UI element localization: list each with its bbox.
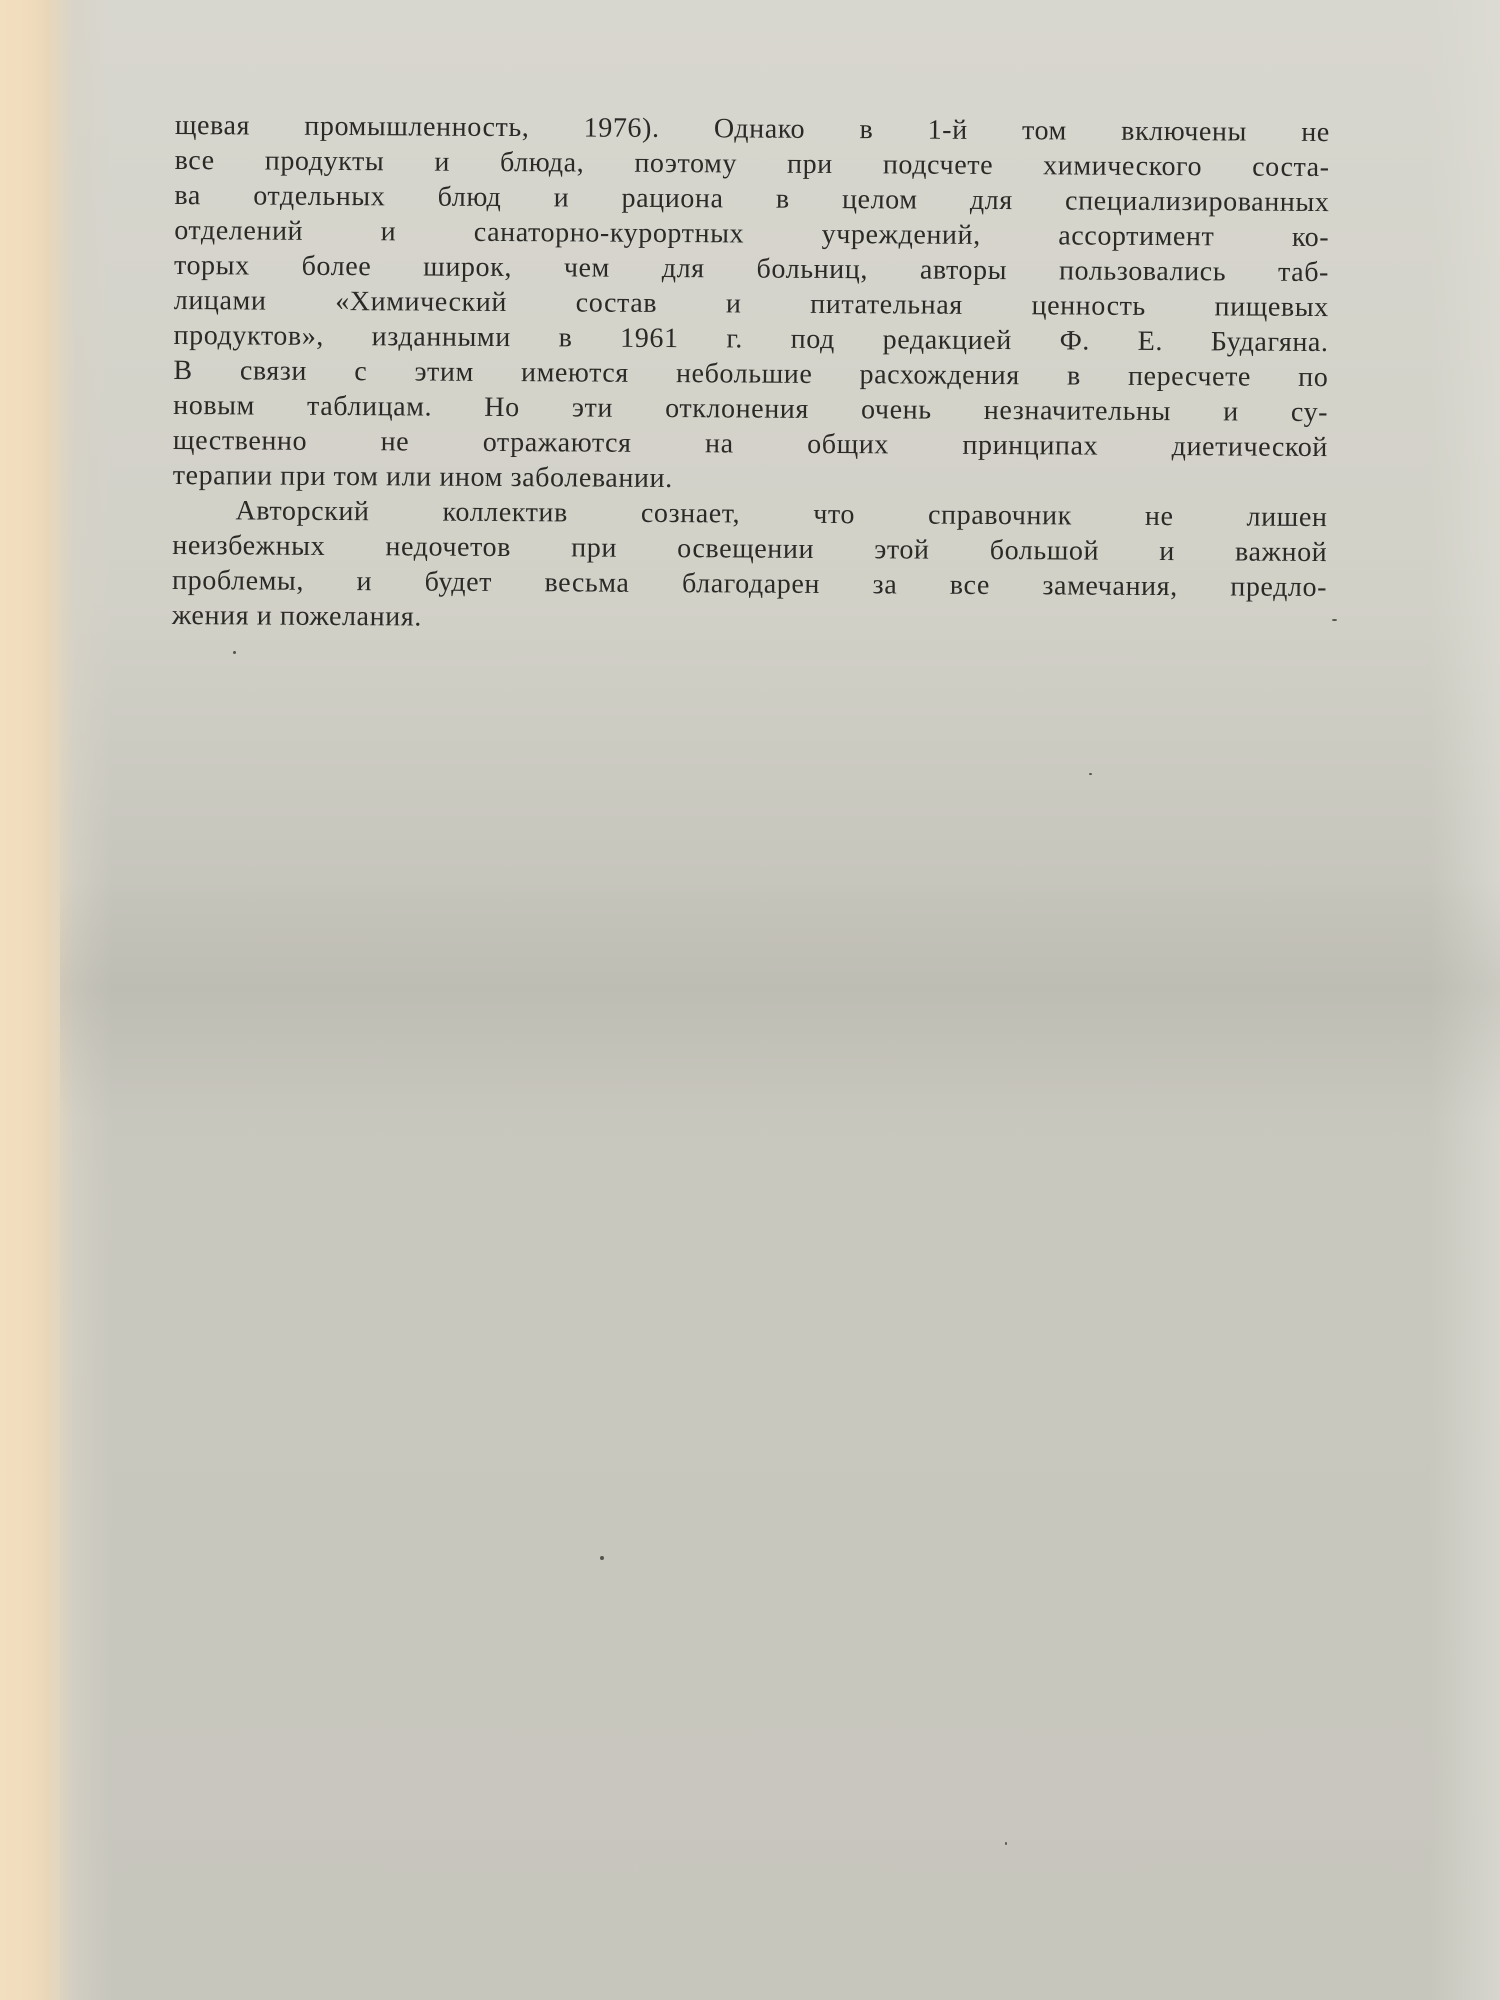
paper-speck — [1089, 773, 1092, 775]
page-text — [172, 108, 1330, 640]
text-line: ва отдельных блюд и рациона в целом для специализированных — [174, 179, 1330, 219]
paper-speck — [600, 1556, 604, 1560]
text-line: щественно не отражаются на общих принципах диетической — [172, 424, 1329, 464]
text-line: В связи с этим имеются небольшие расхождения в пересчете по — [173, 354, 1329, 394]
text-line: жения и пожелания. — [171, 599, 422, 633]
paper-speck — [1005, 1842, 1007, 1845]
text-line: все продукты и блюда, поэтому при подсчете химического соста- — [174, 144, 1330, 184]
text-line: проблемы, и будет весьма благодарен за все замечания, предло- — [172, 564, 1328, 604]
text-line: щевая промышленность, 1976). Однако в 1-й том включены не — [174, 109, 1330, 149]
text-line: продуктов», изданными в 1961 г. под редакцией Ф. Е. Будагяна. — [173, 319, 1329, 359]
text-line: лицами «Химический состав и питательная ценность пищевых — [173, 284, 1329, 324]
page-fold-shadow — [60, 880, 1500, 1120]
paragraph-2 — [172, 493, 1328, 640]
book-spine-edge — [0, 0, 60, 2000]
text-line: Авторский коллектив сознает, что справочник не лишен — [235, 495, 1328, 534]
text-line: терапии при том или ином заболевании. — [172, 459, 673, 495]
paragraph-1 — [173, 108, 1330, 500]
text-line: отделений и санаторно-курортных учреждений, ассортимент ко- — [174, 214, 1330, 254]
paper-speck — [233, 651, 236, 654]
paper-speck — [1332, 619, 1337, 621]
text-line: торых более широк, чем для больниц, авторы пользовались таб- — [173, 249, 1330, 289]
text-line: новым таблицам. Но эти отклонения очень незначительны и су- — [173, 389, 1329, 429]
text-line: неизбежных недочетов при освещении этой большой и важной — [172, 529, 1328, 569]
